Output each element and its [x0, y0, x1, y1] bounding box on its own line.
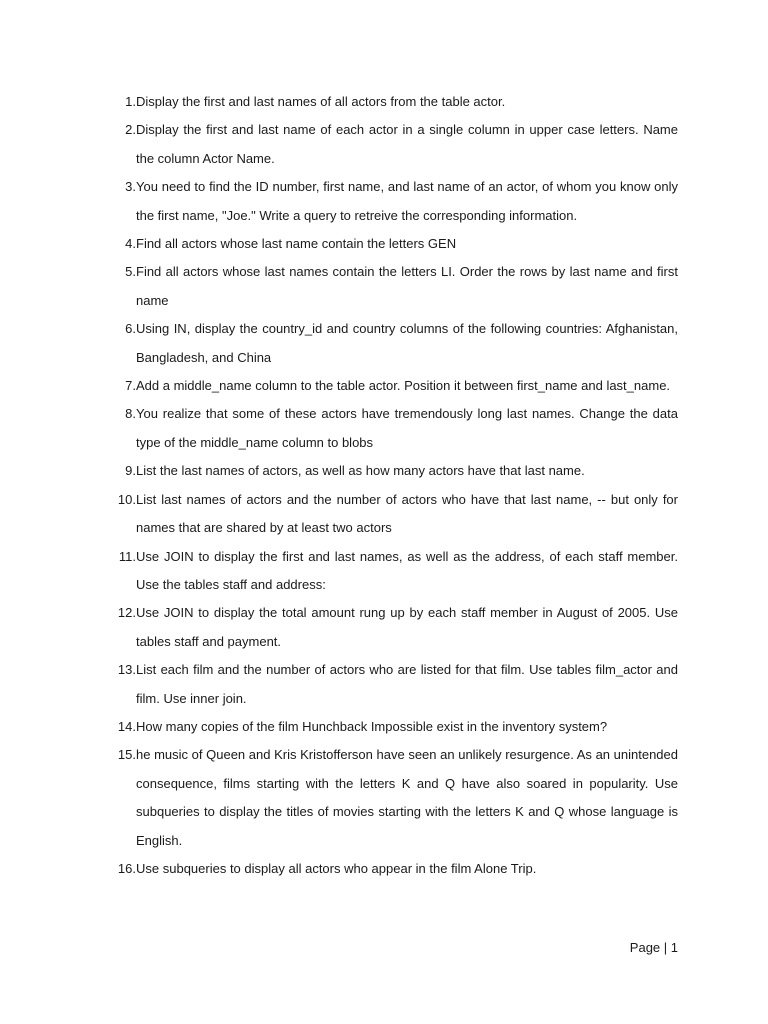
question-item-2: [106, 116, 678, 173]
question-text: How many copies of the film Hunchback Impossible exist in the inventory system?: [136, 718, 608, 734]
question-text: Use JOIN to display the total amount rung up by each staff member in August of 2005. Use tables staff and payment.: [136, 605, 678, 649]
question-text: Add a middle_name column to the table actor. Position it between first_name and last_name.: [136, 378, 671, 394]
question-text: List last names of actors and the number of actors who have that last name, -- but only for names that are shared by at least two actors: [136, 491, 678, 536]
question-text: You realize that some of these actors have tremendously long last names. Change the data type of the middle_name column to blobs: [136, 406, 678, 450]
question-text: Display the first and last names of all actors from the table actor.: [136, 94, 506, 109]
question-number: 3.: [125, 179, 136, 195]
question-item-5: [106, 258, 678, 315]
question-number: 1.: [125, 94, 136, 109]
question-number: 9.: [125, 463, 136, 479]
question-item-16: [106, 855, 678, 883]
question-item-4: [106, 230, 678, 258]
question-text: List each film and the number of actors who are listed for that film. Use tables film_actor and film. Use inner join.: [136, 662, 678, 706]
question-text: Display the first and last name of each actor in a single column in upper case letters. Name the column Actor Name.: [136, 122, 678, 166]
question-item-7: [106, 372, 678, 400]
question-item-6: [106, 315, 678, 372]
question-text: he music of Queen and Kris Kristofferson have seen an unlikely resurgence. As an unintended consequence, films starting with the letters K and Q have also soared in popularity. Use subqueries to display the titles of movies starting with the letters K and Q whose language is English.: [136, 747, 678, 848]
question-list: [106, 88, 678, 883]
question-item-9: [106, 457, 678, 485]
question-item-15: [106, 741, 678, 855]
question-number: 10.: [117, 491, 136, 507]
question-text: List the last names of actors, as well as how many actors have that last name.: [136, 463, 585, 479]
question-text: Find all actors whose last names contain the letters LI. Order the rows by last name and first name: [136, 264, 678, 308]
question-number: 6.: [125, 321, 136, 337]
question-number: 15.: [117, 747, 136, 763]
question-text: You need to find the ID number, first name, and last name of an actor, of whom you know only the first name, "Joe." Write a query to retreive the corresponding information.: [136, 179, 678, 223]
question-number: 16.: [117, 860, 136, 876]
question-item-10: [106, 486, 678, 543]
question-number: 5.: [125, 264, 136, 280]
question-item-13: [106, 656, 678, 713]
question-text: Using IN, display the country_id and country columns of the following countries: Afghanistan, Bangladesh, and China: [136, 321, 678, 365]
question-item-12: [106, 599, 678, 656]
question-item-3: [106, 173, 678, 230]
question-number: 13.: [117, 662, 136, 678]
question-item-11: [106, 543, 678, 600]
question-text: Use subqueries to display all actors who appear in the film Alone Trip.: [136, 860, 537, 876]
page-number-footer: Page | 1: [629, 940, 678, 955]
question-item-1: [106, 88, 678, 116]
question-number: 7.: [125, 378, 136, 394]
question-text: Find all actors whose last name contain the letters GEN: [136, 236, 457, 252]
question-number: 2.: [125, 122, 136, 138]
question-number: 8.: [125, 406, 136, 422]
question-number: 12.: [117, 605, 136, 621]
question-number: 4.: [125, 236, 136, 252]
question-item-8: [106, 400, 678, 457]
question-item-14: [106, 713, 678, 741]
question-number: 14.: [117, 718, 136, 734]
question-number: 11.: [118, 548, 136, 564]
question-text: Use JOIN to display the first and last names, as well as the address, of each staff member. Use the tables staff and address:: [136, 548, 678, 592]
